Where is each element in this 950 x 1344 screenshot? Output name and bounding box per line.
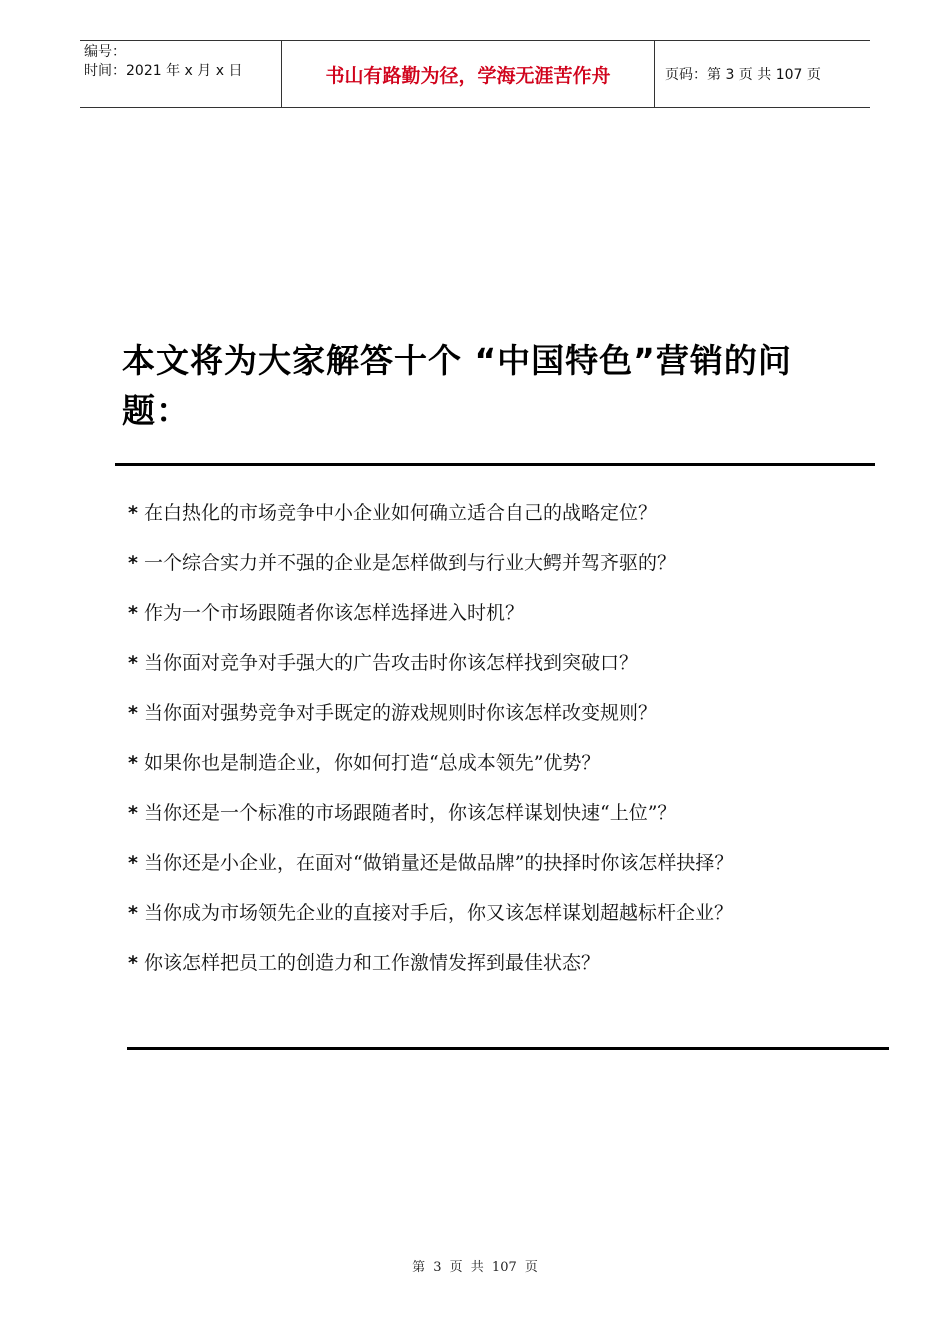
bullet-icon: *: [128, 902, 138, 924]
list-item-text: 在白热化的市场竞争中小企业如何确立适合自己的战略定位？: [144, 502, 658, 524]
number-label: 编号：: [84, 44, 126, 60]
list-item: [122, 538, 842, 588]
list-item-text: 当你面对竞争对手强大的广告攻击时你该怎样找到突破口？: [144, 652, 639, 674]
list-item: [122, 738, 842, 788]
list-item-text: 当你还是一个标准的市场跟随者时，你该怎样谋划快速“上位”？: [144, 802, 677, 824]
list-item-text: 你该怎样把员工的创造力和工作激情发挥到最佳状态？: [144, 952, 601, 974]
list-item-text: 一个综合实力并不强的企业是怎样做到与行业大鳄并驾齐驱的？: [144, 552, 677, 574]
bullet-icon: *: [128, 802, 138, 824]
header-table: [80, 40, 870, 108]
list-item: [122, 838, 842, 888]
list-item: [122, 788, 842, 838]
list-item-text: 当你还是小企业，在面对“做销量还是做品牌”的抉择时你该怎样抉择？: [144, 852, 734, 874]
list-item-text: 当你面对强势竞争对手既定的游戏规则时你该怎样改变规则？: [144, 702, 658, 724]
header-motto: 书山有路勤为径，学海无涯苦作舟: [282, 41, 655, 107]
list-item-text: 如果你也是制造企业，你如何打造“总成本领先”优势？: [144, 752, 601, 774]
time-label: 时间：2021 年 x 月 x 日: [84, 63, 243, 79]
list-item-text: 作为一个市场跟随者你该怎样选择进入时机？: [144, 602, 525, 624]
list-item: [122, 688, 842, 738]
list-item-text: 当你成为市场领先企业的直接对手后，你又该怎样谋划超越标杆企业？: [144, 902, 734, 924]
header-page-info: 页码：第 3 页 共 107 页: [665, 67, 821, 83]
bullet-icon: *: [128, 552, 138, 574]
question-list: [122, 488, 842, 988]
top-divider: [115, 463, 875, 466]
bullet-icon: *: [128, 952, 138, 974]
page-title: 本文将为大家解答十个 “中国特色”营销的问题：: [122, 341, 792, 430]
list-item: [122, 938, 842, 988]
bottom-divider: [127, 1047, 889, 1050]
bullet-icon: *: [128, 852, 138, 874]
list-item: [122, 888, 842, 938]
bullet-icon: *: [128, 752, 138, 774]
bullet-icon: *: [128, 702, 138, 724]
header-meta: [80, 41, 282, 107]
bullet-icon: *: [128, 602, 138, 624]
bullet-icon: *: [128, 502, 138, 524]
list-item: [122, 488, 842, 538]
page-footer: 第 3 页 共 107 页: [412, 1260, 538, 1275]
list-item: [122, 638, 842, 688]
list-item: [122, 588, 842, 638]
bullet-icon: *: [128, 652, 138, 674]
